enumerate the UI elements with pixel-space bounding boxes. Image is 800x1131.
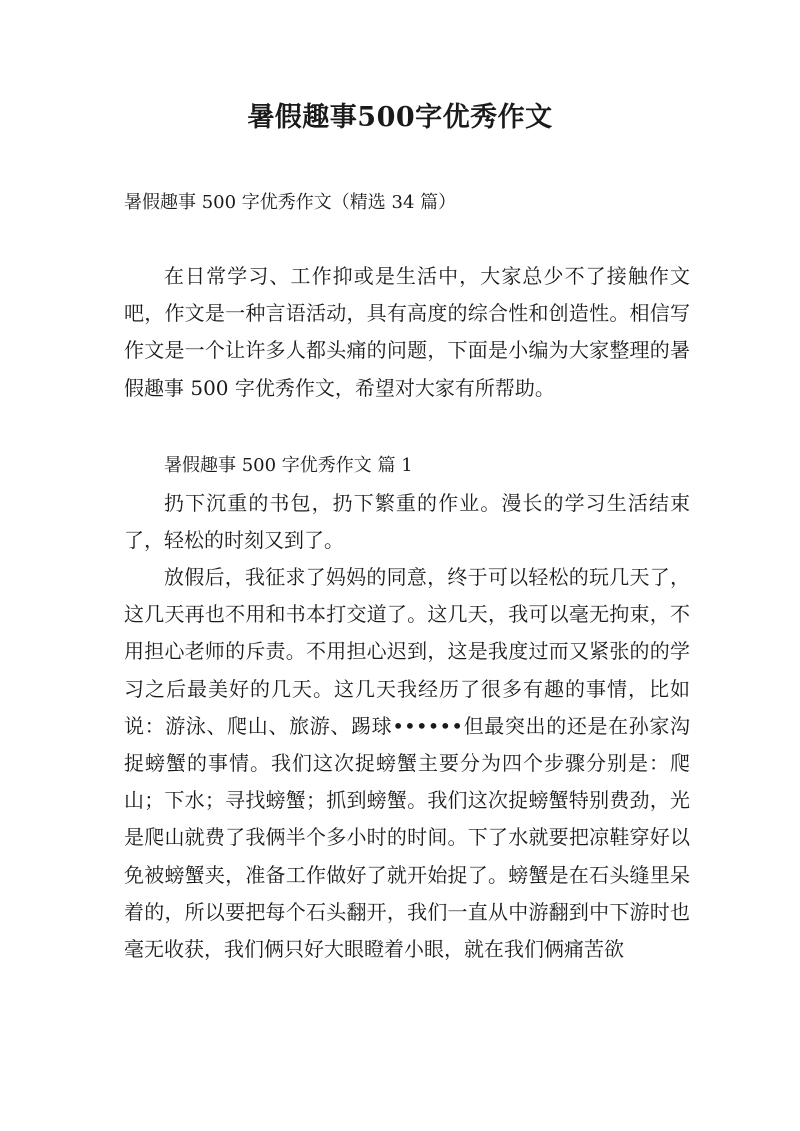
body-paragraph: 放假后，我征求了妈妈的同意，终于可以轻松的玩几天了，这几天再也不用和书本打交道了。这几天，我可以毫无拘束，不用担心老师的斥责。不用担心迟到，这是我度过而又紧张的的学习之后最美好的几天。这几天我经历了很多有趣的事情，比如说：游泳、爬山、旅游、踢球••••••但最突出的还是在孙家沟捉螃蟹的事情。我们这次捉螃蟹主要分为四个步骤分别是：爬山；下水；寻找螃蟹；抓到螃蟹。我们这次捉螃蟹特别费劲，光是爬山就费了我俩半个多小时的时间。下了水就要把凉鞋穿好以免被螃蟹夹，准备工作做好了就开始捉了。螃蟹是在石头缝里呆着的，所以要把每个石头翻开，我们一直从中游翻到中下游时也毫无收获，我们俩只好大眼瞪着小眼，就在我们俩痛苦欲 [124,565,690,962]
document-subtitle: 暑假趣事 500 字优秀作文（精选 34 篇） [124,192,457,213]
section-heading: 暑假趣事 500 字优秀作文 篇 1 [164,455,413,476]
document-title: 暑假趣事500字优秀作文 [247,102,553,133]
intro-paragraph: 在日常学习、工作抑或是生活中，大家总少不了接触作文吧，作文是一种言语活动，具有高度的综合性和创造性。相信写作文是一个让许多人都头痛的问题，下面是小编为大家整理的暑假趣事 500 字优秀作文，希望对大家有所帮助。 [124,264,690,400]
body-paragraph: 扔下沉重的书包，扔下繁重的作业。漫长的学习生活结束了，轻松的时刻又到了。 [124,491,690,553]
